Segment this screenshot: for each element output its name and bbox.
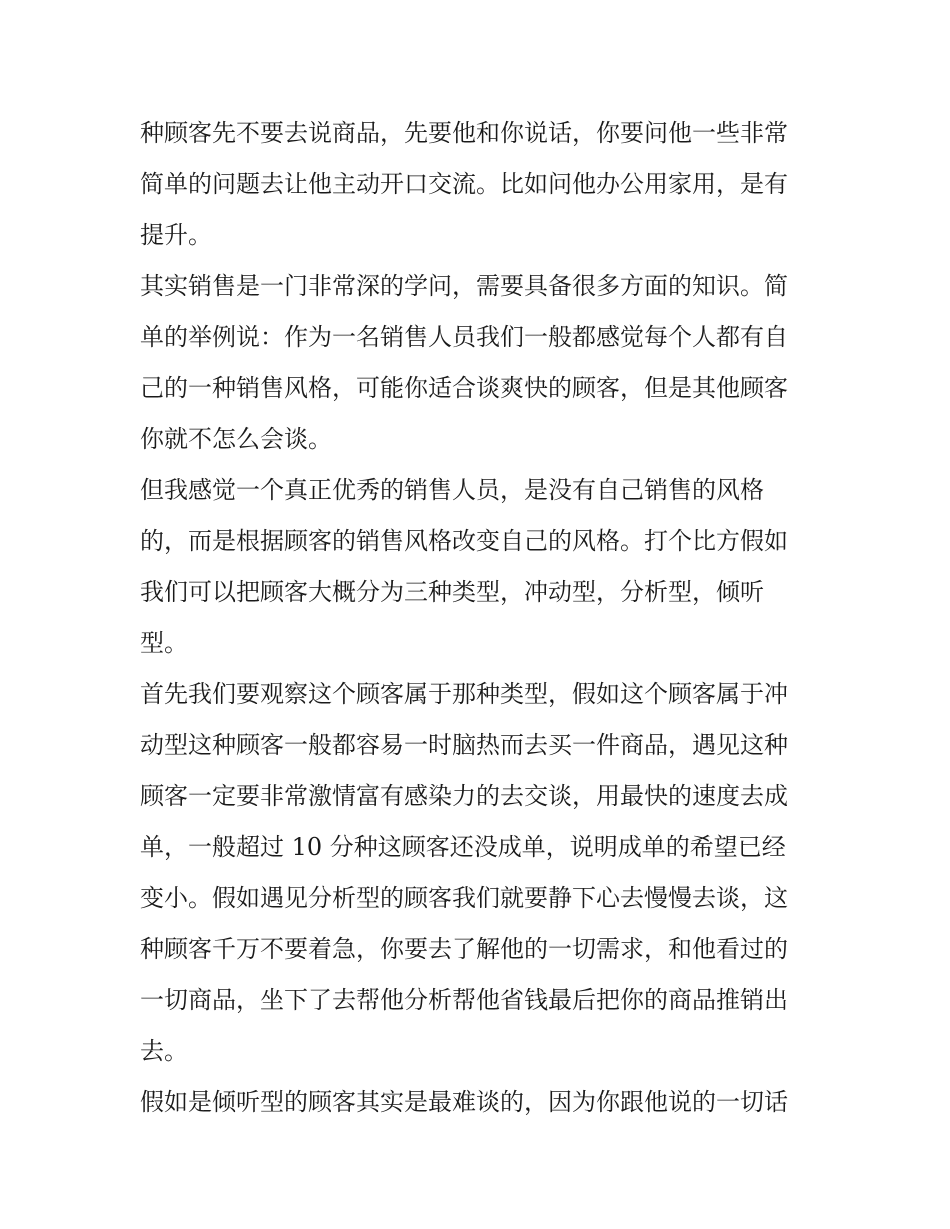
text-line: 其实销售是一门非常深的学问，需要具备很多方面的知识。简 bbox=[140, 272, 788, 300]
text-line: 我们可以把顾客大概分为三种类型，冲动型，分析型，倾听 bbox=[140, 578, 764, 606]
text-line: 种顾客先不要去说商品，先要他和你说话，你要问他一些非常 bbox=[140, 119, 788, 147]
text-line: 型。 bbox=[140, 629, 188, 657]
text-line: 你就不怎么会谈。 bbox=[140, 425, 332, 453]
text-line: 动型这种顾客一般都容易一时脑热而去买一件商品，遇见这种 bbox=[140, 731, 788, 759]
text-line: 单的举例说：作为一名销售人员我们一般都感觉每个人都有自 bbox=[140, 323, 788, 351]
text-line: 己的一种销售风格，可能你适合谈爽快的顾客，但是其他顾客 bbox=[140, 374, 788, 402]
text-line: 首先我们要观察这个顾客属于那种类型，假如这个顾客属于冲 bbox=[140, 680, 788, 708]
text-line: 顾客一定要非常激情富有感染力的去交谈，用最快的速度去成 bbox=[140, 782, 788, 810]
text-line: 一切商品，坐下了去帮他分析帮他省钱最后把你的商品推销出 bbox=[140, 986, 788, 1014]
text-line: 去。 bbox=[140, 1037, 188, 1065]
text-line: 提升。 bbox=[140, 221, 212, 249]
text-line: 单，一般超过 10 分种这顾客还没成单，说明成单的希望已经 bbox=[140, 833, 786, 861]
text-line: 假如是倾听型的顾客其实是最难谈的，因为你跟他说的一切话 bbox=[140, 1088, 788, 1116]
text-line: 变小。假如遇见分析型的顾客我们就要静下心去慢慢去谈，这 bbox=[140, 884, 788, 912]
text-line: 的，而是根据顾客的销售风格改变自己的风格。打个比方假如 bbox=[140, 527, 788, 555]
text-line: 种顾客千万不要着急，你要去了解他的一切需求，和他看过的 bbox=[140, 935, 788, 963]
text-line: 简单的问题去让他主动开口交流。比如问他办公用家用，是有 bbox=[140, 170, 788, 198]
document-body bbox=[140, 108, 812, 1128]
text-line: 但我感觉一个真正优秀的销售人员，是没有自己销售的风格 bbox=[140, 476, 764, 504]
